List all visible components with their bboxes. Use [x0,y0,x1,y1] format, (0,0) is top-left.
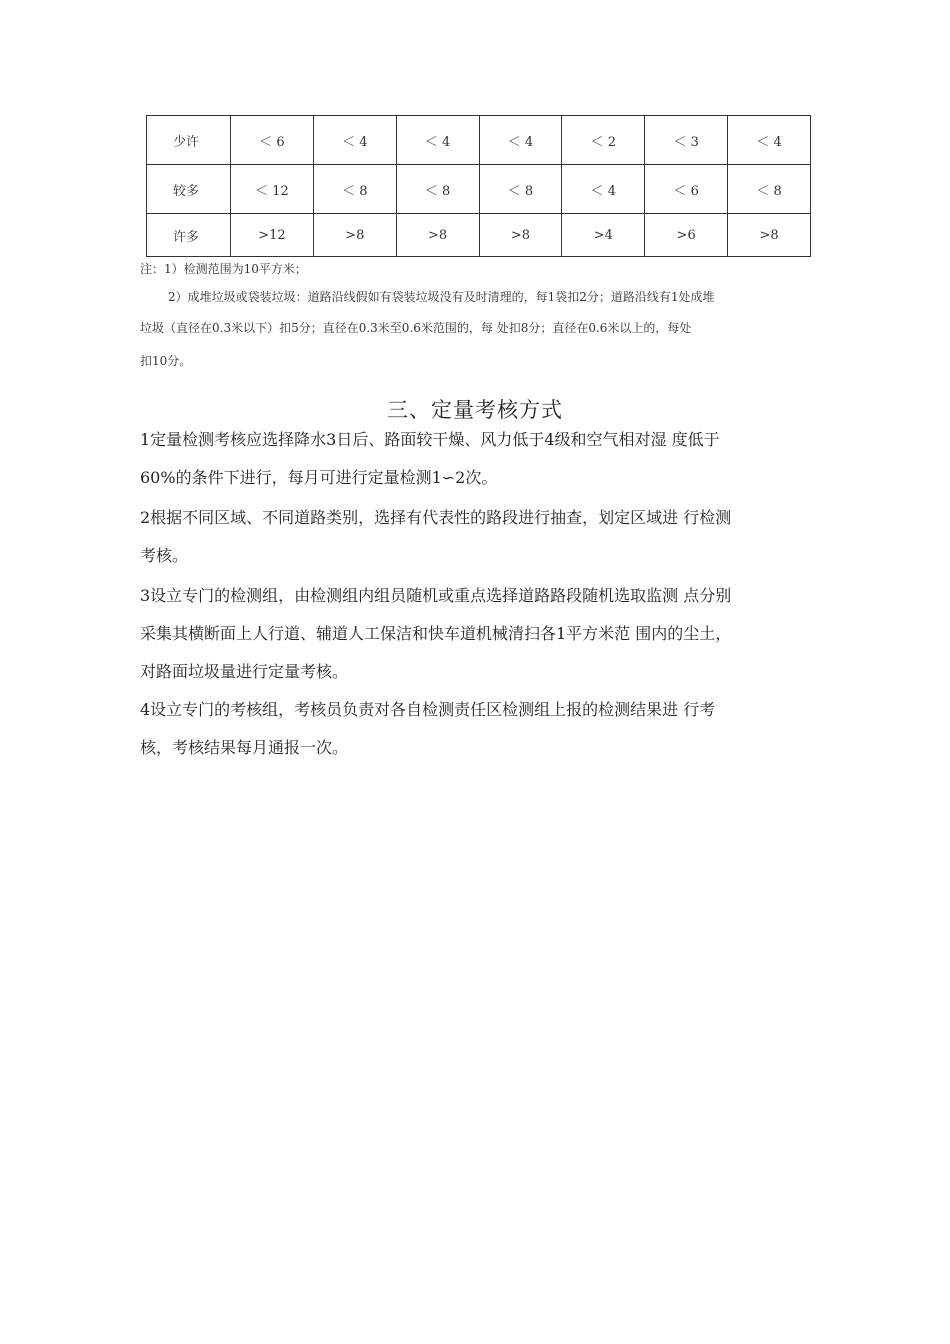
table-cell: >6 [645,214,728,257]
row-label: 许多 [147,214,231,257]
table-cell: ＜ 6 [645,165,728,214]
section-title: 三、定量考核方式 [387,398,563,422]
paragraph-4 [140,691,830,767]
table-cell: ＜ 8 [313,165,396,214]
paragraph-line: 采集其横断面上人行道、辅道人工保洁和快车道机械清扫各1平方米范 围内的尘土， [140,624,732,643]
table-cell: ＜ 8 [479,165,562,214]
table-cell: ＜ 4 [313,116,396,165]
table-cell: >8 [396,214,479,257]
table-cell: ＜ 4 [396,116,479,165]
paragraph-line: 60%的条件下进行，每月可进行定量检测1∽2次。 [140,468,498,487]
table-row [147,214,811,257]
table-note-1: 注：1）检测范围为10平方米； [140,262,307,276]
table-cell: >8 [479,214,562,257]
paragraph-3 [140,577,830,691]
table-cell: ＜ 4 [728,116,811,165]
table-cell: ＜ 4 [479,116,562,165]
table-row [147,165,811,214]
table-cell: ＜ 2 [562,116,645,165]
table-cell: >4 [562,214,645,257]
table-cell: >12 [231,214,314,257]
table-cell: ＜ 8 [728,165,811,214]
paragraph-line: 核，考核结果每月通报一次。 [140,738,349,757]
paragraph-2 [140,499,830,575]
table-cell: ＜ 3 [645,116,728,165]
paragraph-1 [140,421,830,497]
table-cell: ＜ 6 [231,116,314,165]
grading-table [146,115,811,257]
row-label: 少许 [147,116,231,165]
table-note-3: 垃圾（直径在0.3米以下）扣5分；直径在0.3米至0.6米范围的，每 处扣8分；直径在0.6米以上的，每处 [140,321,692,335]
table-cell: ＜ 12 [231,165,314,214]
table-cell: ＜ 8 [396,165,479,214]
table-note-2: 2）成堆垃圾或袋装垃圾：道路沿线假如有袋装垃圾没有及时清理的，每1袋扣2分；道路沿线有1处成堆 [168,290,715,304]
paragraph-line: 2根据不同区域、不同道路类别，选择有代表性的路段进行抽查，划定区域进 行检测 [140,508,732,527]
table-note-4: 扣10分。 [140,354,192,368]
paragraph-line: 4设立专门的考核组，考核员负责对各自检测责任区检测组上报的检测结果进 行考 [140,700,716,719]
table-row [147,116,811,165]
table-cell: >8 [728,214,811,257]
paragraph-line: 考核。 [140,546,189,565]
paragraph-line: 1定量检测考核应选择降水3日后、路面较干燥、风力低于4级和空气相对湿 度低于 [140,430,720,449]
row-label: 较多 [147,165,231,214]
paragraph-line: 3设立专门的检测组，由检测组内组员随机或重点选择道路路段随机选取监测 点分别 [140,586,732,605]
table-cell: ＜ 4 [562,165,645,214]
paragraph-line: 对路面垃圾量进行定量考核。 [140,662,349,681]
table-cell: >8 [313,214,396,257]
